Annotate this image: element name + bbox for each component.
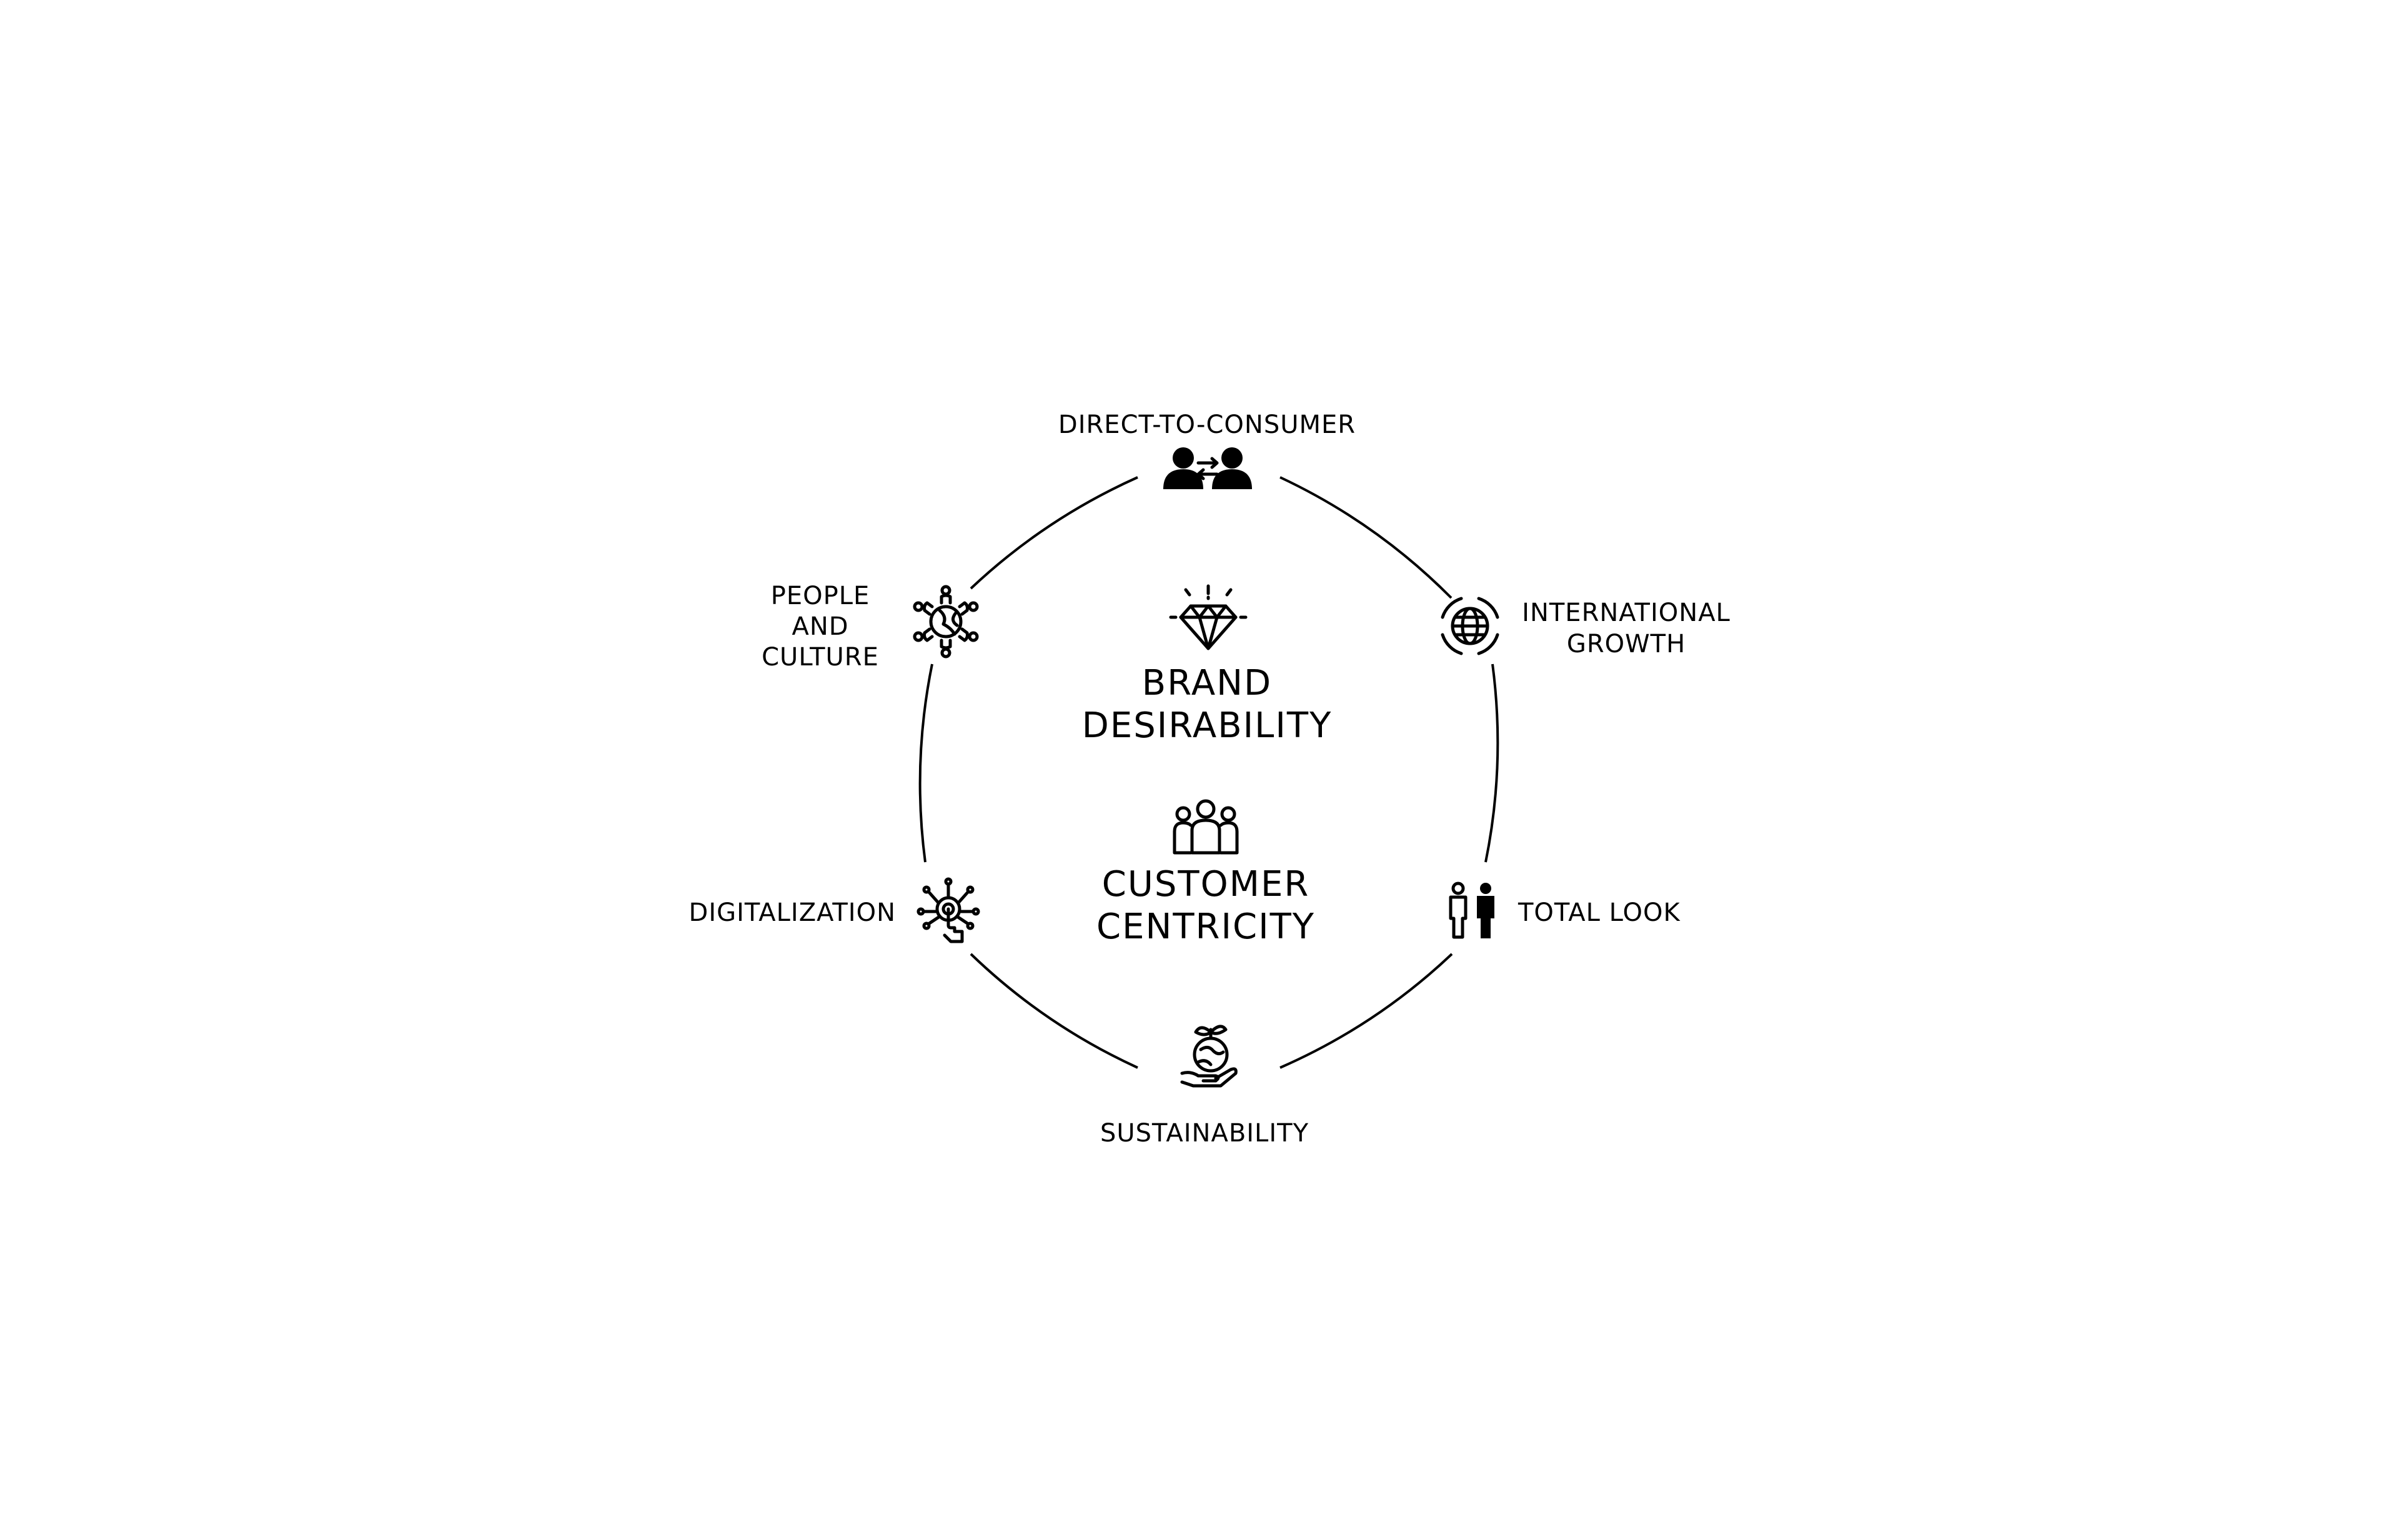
pillar-sustainability — [1100, 1026, 1309, 1148]
brand-desirability-line1: BRAND — [1141, 663, 1273, 703]
customer-centricity-line2: CENTRICITY — [1096, 907, 1316, 947]
group-icon — [1175, 801, 1237, 853]
international-growth-label-line2: GROWTH — [1566, 630, 1686, 658]
center-brand-desirability — [1082, 586, 1333, 746]
brand-desirability-line2: DESIRABILITY — [1081, 705, 1333, 746]
total-look-label: TOTAL LOOK — [1518, 898, 1681, 927]
digitalization-label: DIGITALIZATION — [688, 898, 896, 927]
people-and-culture-label-line1: PEOPLE — [770, 582, 870, 610]
direct-to-consumer-label: DIRECT-TO-CONSUMER — [1058, 410, 1356, 439]
people-network-icon — [915, 587, 977, 657]
pillar-direct-to-consumer — [1058, 410, 1356, 489]
globe-icon — [1443, 599, 1498, 653]
pillar-total-look — [1451, 883, 1681, 938]
pillar-digitalization — [689, 879, 978, 941]
customer-centricity-line1: CUSTOMER — [1101, 864, 1310, 905]
ring-arc-bottom-left — [971, 954, 1138, 1068]
diamond-icon — [1171, 586, 1246, 648]
ring-arc-bottom-right — [1280, 954, 1452, 1068]
pillar-international-growth — [1443, 599, 1731, 658]
people-and-culture-label-line2: AND — [792, 612, 849, 641]
ring-arc-top-right — [1280, 477, 1451, 598]
center-customer-centricity — [1096, 801, 1315, 947]
hand-globe-icon — [1182, 1026, 1236, 1086]
touch-network-icon — [918, 879, 978, 941]
ring — [920, 477, 1498, 1068]
people-pair-icon — [1451, 883, 1494, 938]
international-growth-label-line1: INTERNATIONAL — [1522, 599, 1731, 627]
people-and-culture-label-line3: CULTURE — [762, 643, 879, 672]
pillar-people-and-culture — [762, 582, 977, 672]
ring-arc-right — [1486, 664, 1498, 862]
consumer-exchange-icon — [1163, 447, 1252, 489]
ring-arc-left — [920, 664, 932, 862]
sustainability-label: SUSTAINABILITY — [1100, 1119, 1309, 1148]
ring-arc-top-left — [971, 477, 1138, 589]
